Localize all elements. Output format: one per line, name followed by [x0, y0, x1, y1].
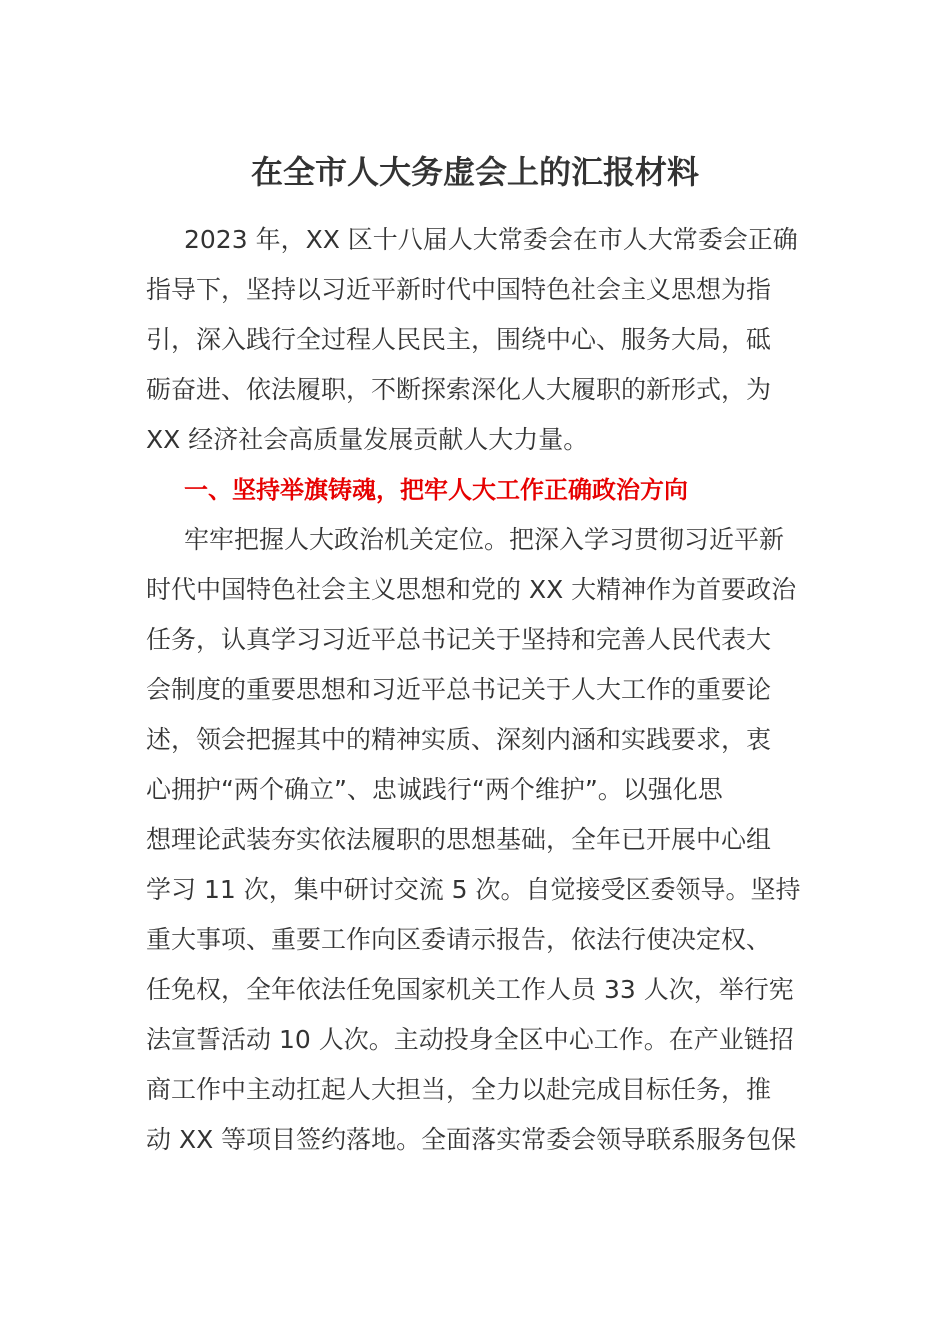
document-title: 在全市人大务虚会上的汇报材料: [250, 153, 699, 191]
section-1-line-11: 法宣誓活动 10 人次。主动投身全区中心工作。在产业链招: [146, 1025, 794, 1054]
intro-line-2: 指导下，坚持以习近平新时代中国特色社会主义思想为指: [146, 275, 772, 304]
section-1-line-9: 重大事项、重要工作向区委请示报告，依法行使决定权、: [146, 925, 772, 954]
section-1-line-5: 述，领会把握其中的精神实质、深刻内涵和实践要求，衷: [146, 725, 772, 754]
section-1-line-6: 心拥护“两个确立”、忠诚践行“两个维护”。以强化思: [146, 775, 723, 804]
section-1-line-1: 牢牢把握人大政治机关定位。把深入学习贯彻习近平新: [184, 525, 785, 554]
section-1-line-8: 学习 11 次，集中研讨交流 5 次。自觉接受区委领导。坚持: [146, 875, 801, 904]
section-1-line-10: 任免权，全年依法任免国家机关工作人员 33 人次，举行宪: [146, 975, 794, 1004]
intro-line-1: 2023 年，XX 区十八届人大常委会在市人大常委会正确: [184, 225, 798, 254]
section-1-line-3: 任务，认真学习习近平总书记关于坚持和完善人民代表大: [146, 625, 772, 654]
intro-line-5: XX 经济社会高质量发展贡献人大力量。: [146, 425, 589, 454]
section-1-line-13: 动 XX 等项目签约落地。全面落实常委会领导联系服务包保: [146, 1125, 797, 1154]
section-1-line-4: 会制度的重要思想和习近平总书记关于人大工作的重要论: [146, 675, 772, 704]
intro-line-4: 砺奋进、依法履职，不断探索深化人大履职的新形式，为: [146, 375, 772, 404]
section-1-line-7: 想理论武装夯实依法履职的思想基础，全年已开展中心组: [146, 825, 772, 854]
section-1-heading: 一、坚持举旗铸魂，把牢人大工作正确政治方向: [184, 476, 688, 504]
section-1-line-12: 商工作中主动扛起人大担当，全力以赴完成目标任务，推: [146, 1075, 772, 1104]
section-1-line-2: 时代中国特色社会主义思想和党的 XX 大精神作为首要政治: [146, 575, 797, 604]
intro-line-3: 引，深入践行全过程人民民主，围绕中心、服务大局，砥: [146, 325, 772, 354]
